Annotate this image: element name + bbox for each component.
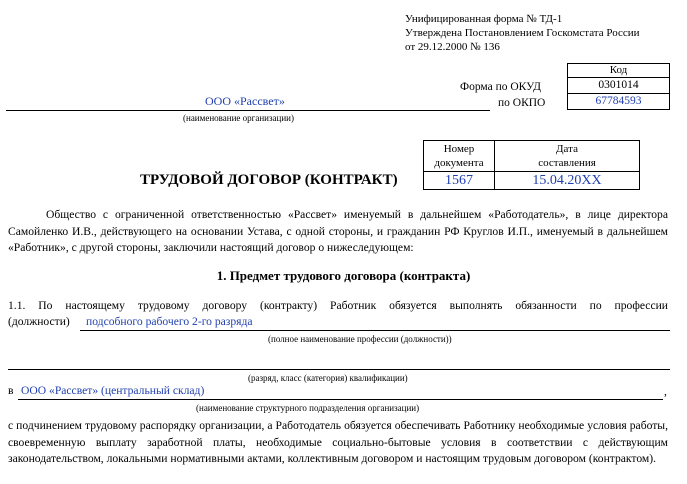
okpo-code: 67784593	[568, 94, 670, 110]
profession-value: подсобного рабочего 2-го разряда	[86, 315, 253, 328]
organization-caption: (наименование организации)	[183, 113, 294, 123]
unit-suffix: ,	[664, 385, 667, 398]
unit-prefix: в	[8, 384, 14, 397]
unit-caption: (наименование структурного подразделения организации)	[196, 403, 420, 413]
organization-name: ООО «Рассвет»	[205, 94, 285, 108]
form-header-line3: от 29.12.2000 № 136	[405, 41, 500, 53]
okud-code: 0301014	[568, 78, 670, 94]
form-header-line2: Утверждена Постановлением Госкомстата России	[405, 27, 640, 39]
codes-header: Код	[568, 64, 670, 78]
document-number: 1567	[424, 172, 495, 190]
okud-label: Форма по ОКУД	[460, 81, 541, 93]
okpo-label: по ОКПО	[498, 97, 546, 109]
document-title: ТРУДОВОЙ ДОГОВОР (КОНТРАКТ)	[140, 172, 398, 188]
profession-underline	[80, 330, 670, 331]
clause-1-1-prefix: (должности)	[8, 315, 70, 328]
form-header-line1: Унифицированная форма № ТД-1	[405, 13, 563, 25]
qualification-underline	[8, 369, 670, 370]
profession-caption: (полное наименование профессии (должности))	[268, 334, 452, 344]
number-header: Номер документа	[424, 141, 495, 172]
qualification-caption: (разряд, класс (категория) квалификации)	[248, 373, 408, 383]
closing-paragraph: с подчинением трудовому распорядку организации, а Работодатель обязуется обеспечивать Работнику необходимые условия работы, своевременную выплату заработной платы, необходимые социально-бытовые условия в соответствии с действующим законодательством, локальными нормативными актами, коллективным договором и настоящим трудовым договором (контрактом).	[8, 419, 668, 465]
clause-1-1-line1: 1.1. По настоящему трудовому договору (контракту) Работник обязуется выполнять обязанности по профессии	[8, 299, 668, 312]
section-1-title: 1. Предмет трудового договора (контракта)	[216, 268, 471, 283]
unit-underline	[18, 399, 663, 400]
date-header: Дата составления	[495, 141, 640, 172]
codes-table	[567, 63, 670, 110]
unit-value: ООО «Рассвет» (центральный склад)	[21, 384, 205, 397]
document-date: 15.04.20ХХ	[495, 172, 640, 190]
document-number-date-table	[423, 140, 640, 190]
organization-underline	[6, 110, 490, 111]
intro-paragraph: Общество с ограниченной ответственностью «Рассвет» именуемый в дальнейшем «Работодатель», в лице директора Самойленко И.В., действующего на основании Устава, с одной стороны, и гражданин РФ Круглов И.П., именуемый в дальнейшем «Работник», с другой стороны, заключили настоящий договор о нижеследующем:	[8, 208, 668, 254]
